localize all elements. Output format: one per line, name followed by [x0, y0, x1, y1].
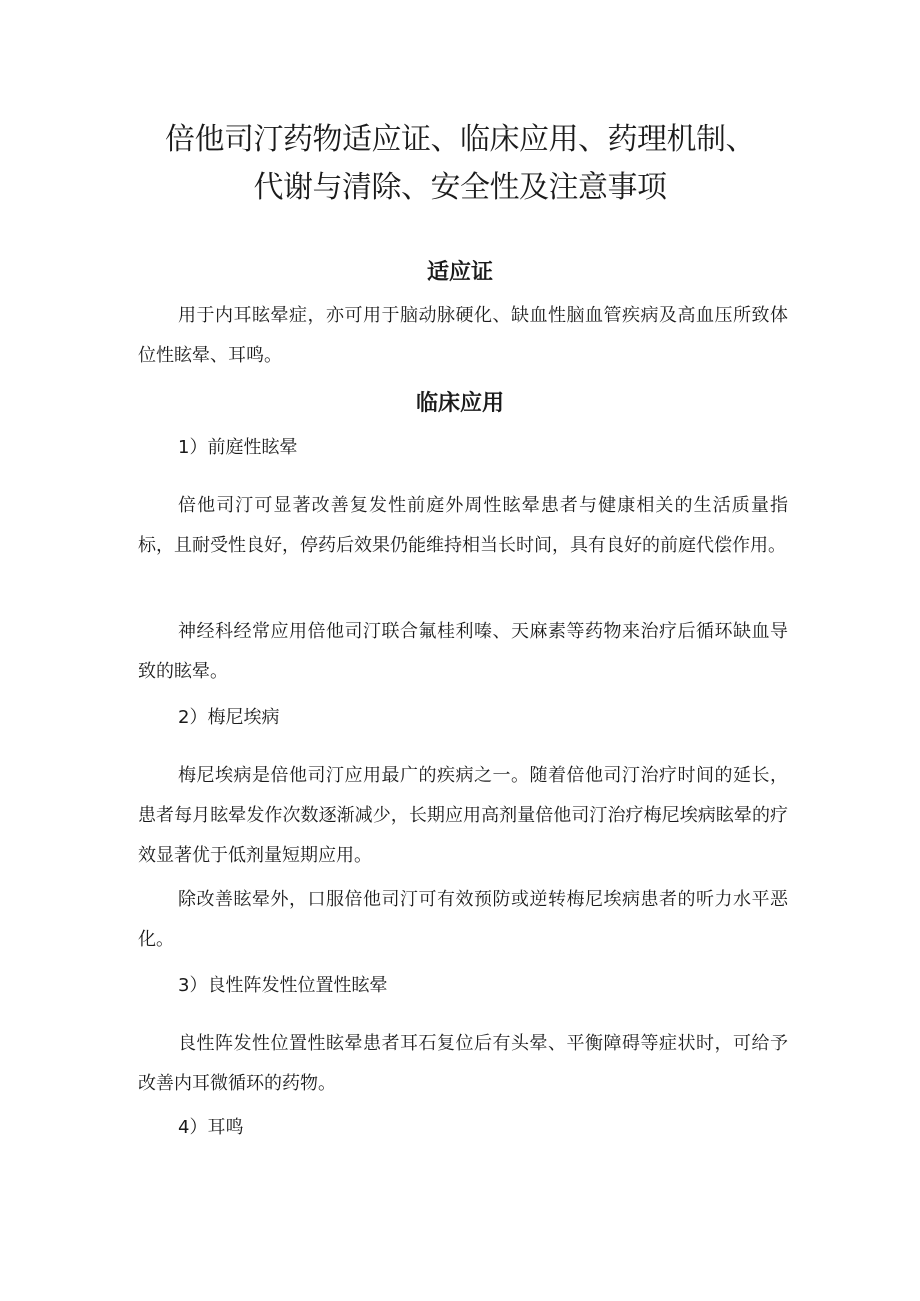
document-title-line-1: 倍他司汀药物适应证、临床应用、药理机制、 [165, 122, 755, 157]
clinical-item-2-paragraph-1: 梅尼埃病是倍他司汀应用最广的疾病之一。随着倍他司汀治疗时间的延长，患者每月眩晕发作次数逐渐减少，长期应用高剂量倍他司汀治疗梅尼埃病眩晕的疗效显著优于低剂量短期应用。 [138, 765, 788, 866]
clinical-item-1-paragraph-2: 神经科经常应用倍他司汀联合氟桂利嗪、天麻素等药物来治疗后循环缺血导致的眩晕。 [138, 621, 788, 682]
section-heading-clinical: 临床应用 [415, 391, 504, 416]
indications-paragraph: 用于内耳眩晕症，亦可用于脑动脉硬化、缺血性脑血管疾病及高血压所致体位性眩晕、耳鸣。 [138, 305, 788, 366]
clinical-item-3-heading: 3）良性阵发性位置性眩晕 [178, 975, 388, 996]
clinical-item-4-heading: 4）耳鸣 [178, 1117, 244, 1138]
clinical-item-3-paragraph-1: 良性阵发性位置性眩晕患者耳石复位后有头晕、平衡障碍等症状时，可给予改善内耳微循环的药物。 [138, 1033, 788, 1094]
clinical-item-1-paragraph-1: 倍他司汀可显著改善复发性前庭外周性眩晕患者与健康相关的生活质量指标，且耐受性良好，停药后效果仍能维持相当长时间，具有良好的前庭代偿作用。 [138, 495, 788, 556]
clinical-item-2-paragraph-2: 除改善眩晕外，口服倍他司汀可有效预防或逆转梅尼埃病患者的听力水平恶化。 [138, 889, 788, 950]
document-title-line-2: 代谢与清除、安全性及注意事项 [253, 170, 667, 205]
clinical-item-1-heading: 1）前庭性眩晕 [178, 437, 298, 458]
section-heading-indications: 适应证 [426, 260, 493, 285]
clinical-item-2-heading: 2）梅尼埃病 [178, 707, 280, 728]
